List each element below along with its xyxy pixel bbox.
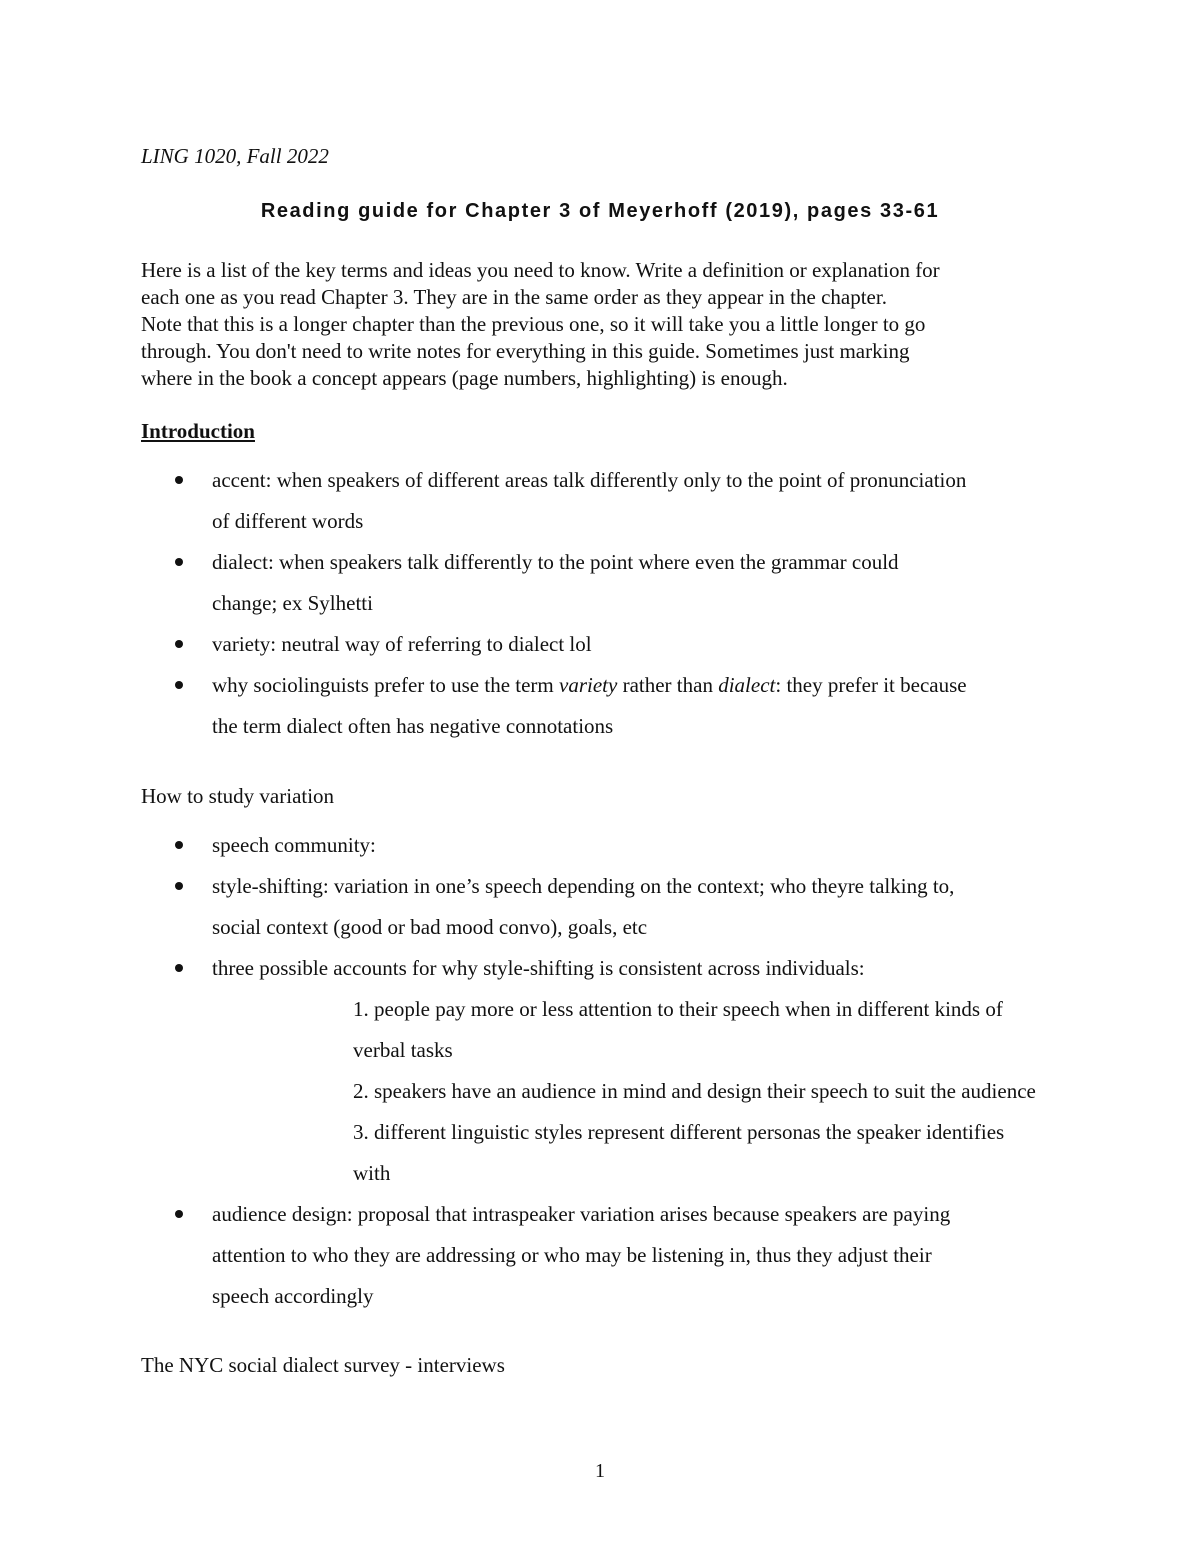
accounts-sublist xyxy=(212,989,1071,1194)
text-run: : they prefer it because xyxy=(775,673,967,697)
sublist-item-text: with xyxy=(353,1161,391,1185)
intro-line: through. You don't need to write notes for everything in this guide. Sometimes just marking xyxy=(141,339,910,363)
italic-term: dialect xyxy=(718,673,776,697)
bullet-icon xyxy=(175,964,183,972)
sublist-item xyxy=(141,989,1071,1071)
bullet-icon xyxy=(175,640,183,648)
list-item-text: the term dialect often has negative connotations xyxy=(212,714,614,738)
sublist-item-text: 1. people pay more or less attention to their speech when in different kinds of xyxy=(353,997,1003,1021)
list-item-text: style-shifting: variation in one’s speech depending on the context; who theyre talking to, xyxy=(212,874,955,898)
section-heading-introduction: Introduction xyxy=(141,419,255,443)
list-item-text: of different words xyxy=(212,509,364,533)
page-number: 1 xyxy=(595,1460,605,1482)
introduction-list xyxy=(141,460,1071,747)
bullet-icon xyxy=(175,476,183,484)
list-item-variety-vs-dialect xyxy=(141,665,1071,747)
sublist-item-text: 3. different linguistic styles represent different personas the speaker identifies xyxy=(353,1120,1005,1144)
list-item-dialect xyxy=(141,542,1071,624)
sublist-item xyxy=(141,1112,1071,1194)
variation-list xyxy=(141,825,1071,1317)
bullet-icon xyxy=(175,1210,183,1218)
list-item-text: variety: neutral way of referring to dialect lol xyxy=(212,632,592,656)
list-item-text: speech accordingly xyxy=(212,1284,374,1308)
list-item-style-shifting xyxy=(141,866,1071,948)
list-item-text: social context (good or bad mood convo), goals, etc xyxy=(212,915,648,939)
section-heading-nyc-survey: The NYC social dialect survey - interviews xyxy=(141,1353,505,1377)
bullet-icon xyxy=(175,681,183,689)
list-item-three-accounts xyxy=(141,948,1071,1194)
list-item-audience-design xyxy=(141,1194,1071,1317)
list-item-text: attention to who they are addressing or who may be listening in, thus they adjust their xyxy=(212,1243,932,1267)
section-heading-variation: How to study variation xyxy=(141,784,335,808)
list-item-accent xyxy=(141,460,1071,542)
list-item-text: three possible accounts for why style-shifting is consistent across individuals: xyxy=(212,956,865,980)
text-run: why sociolinguists prefer to use the term xyxy=(212,673,560,697)
bullet-icon xyxy=(175,841,183,849)
list-item-text xyxy=(212,665,1071,706)
sublist-item-text: 2. speakers have an audience in mind and design their speech to suit the audience xyxy=(353,1079,1036,1103)
italic-term: variety xyxy=(559,673,618,697)
list-item-speech-community xyxy=(141,825,1071,866)
list-item-variety xyxy=(141,624,1071,665)
text-run: rather than xyxy=(617,673,719,697)
course-label: LING 1020, Fall 2022 xyxy=(141,144,329,168)
intro-line: Here is a list of the key terms and ideas you need to know. Write a definition or explanation for xyxy=(141,258,940,282)
intro-line: where in the book a concept appears (page numbers, highlighting) is enough. xyxy=(141,366,788,390)
sublist-item xyxy=(141,1071,1071,1112)
list-item-text: audience design: proposal that intraspeaker variation arises because speakers are paying xyxy=(212,1202,951,1226)
intro-line: each one as you read Chapter 3. They are in the same order as they appear in the chapter. xyxy=(141,285,887,309)
document-title: Reading guide for Chapter 3 of Meyerhoff (2019), pages 33-61 xyxy=(260,200,940,222)
list-item-text: speech community: xyxy=(212,833,376,857)
sublist-item-text: verbal tasks xyxy=(353,1038,453,1062)
intro-paragraph xyxy=(141,257,1071,392)
list-item-text: dialect: when speakers talk differently to the point where even the grammar could xyxy=(212,550,899,574)
list-item-text: accent: when speakers of different areas talk differently only to the point of pronunciation xyxy=(212,468,967,492)
bullet-icon xyxy=(175,882,183,890)
intro-line: Note that this is a longer chapter than the previous one, so it will take you a little longer to go xyxy=(141,312,926,336)
bullet-icon xyxy=(175,558,183,566)
list-item-text: change; ex Sylhetti xyxy=(212,591,373,615)
